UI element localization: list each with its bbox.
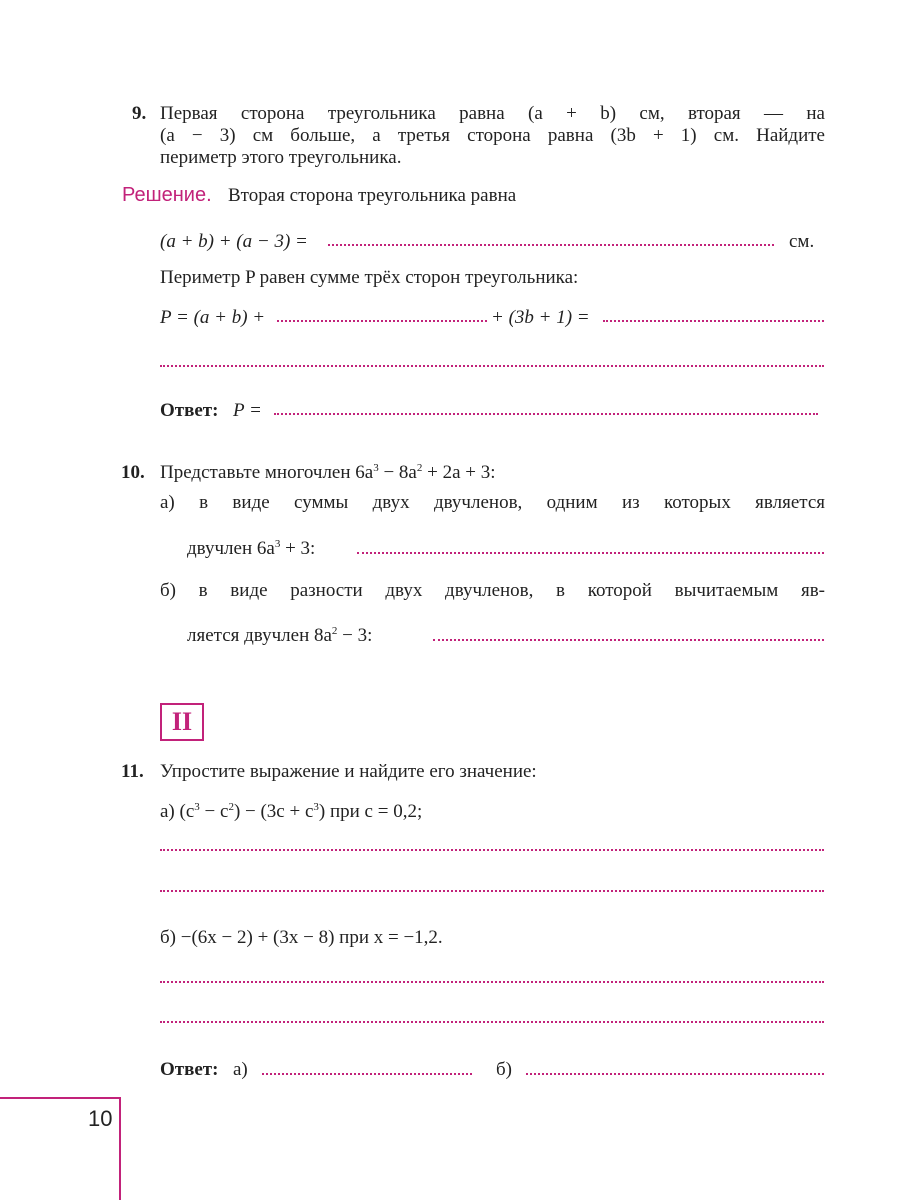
task-9-text-line-3: периметр этого треугольника. [160,147,402,168]
answer-11a-label: а) [233,1059,248,1080]
task-10b-binomial-start: ляется двучлен 8a [187,625,332,646]
task-10b-line-1: б) в виде разности двух двучленов, в которой вычитаемым яв- [160,580,825,601]
task-10b-binomial-end: − 3: [337,625,373,646]
task-10-intro-end: + 2a + 3: [422,462,496,483]
answer-label-9: Ответ: [160,400,219,421]
answer-blank-10b[interactable] [433,639,824,641]
expression-second-side: (a + b) + (a − 3) = [160,231,308,252]
task-11a-part: ) при c = 0,2; [318,801,423,822]
answer-blank-perimeter-term[interactable] [277,320,487,322]
task-11a-part: − c [199,801,229,822]
task-10-intro-mid: − 8a [378,462,417,483]
perimeter-expression-start: P = (a + b) + [160,307,266,328]
task-10-number: 10. [121,462,145,483]
exponent: 3 [274,538,281,550]
task-9-number: 9. [132,103,147,124]
perimeter-expression-mid: + (3b + 1) = [491,307,590,328]
answer-perimeter-expression: P = [233,400,262,421]
exponent: 2 [228,801,234,813]
answer-11b-label: б) [496,1059,512,1080]
exponent: 2 [331,625,338,637]
answer-blank-11a-line-2[interactable] [160,890,824,892]
answer-blank-11b-line-2[interactable] [160,1021,824,1023]
exponent: 3 [373,462,379,474]
answer-blank-11b-final[interactable] [526,1073,824,1075]
answer-blank-10a[interactable] [357,552,824,554]
section-marker: II [160,703,204,741]
task-10-intro-start: Представьте многочлен 6a [160,462,374,483]
answer-blank-11b-line-1[interactable] [160,981,824,983]
task-10a-binomial-end: + 3: [280,538,316,559]
task-11-number: 11. [121,761,144,782]
answer-blank-second-side[interactable] [328,244,774,246]
solution-label: Решение. [122,184,212,206]
task-10a-line-2 [187,538,315,560]
page-number-frame-side [119,1097,121,1200]
answer-blank-perimeter-line-2[interactable] [160,365,824,367]
exponent: 3 [194,801,200,813]
task-10a-binomial-start: двучлен 6a [187,538,275,559]
page-number: 10 [88,1106,113,1131]
unit-cm: см. [789,231,815,252]
perimeter-text: Периметр P равен сумме трёх сторон треугольника: [160,267,579,288]
solution-text: Вторая сторона треугольника равна [228,185,517,206]
answer-blank-11a-final[interactable] [262,1073,472,1075]
task-9-text-line-2: (a − 3) см больше, а третья сторона равна (3b + 1) см. Найдите [160,125,825,146]
answer-label-11: Ответ: [160,1059,219,1080]
task-11a-part: ) − (3c + c [233,801,314,822]
answer-blank-perimeter-final[interactable] [274,413,818,415]
answer-blank-perimeter-result[interactable] [603,320,824,322]
task-10a-line-1: а) в виде суммы двух двучленов, одним из которых является [160,492,825,513]
answer-blank-11a-line-1[interactable] [160,849,824,851]
task-11-intro: Упростите выражение и найдите его значение: [160,761,537,782]
task-9-text-line-1: Первая сторона треугольника равна (a + b) см, вторая — на [160,103,825,124]
task-11b-expression: б) −(6x − 2) + (3x − 8) при x = −1,2. [160,927,443,948]
task-11a-expression [160,801,422,823]
exponent: 2 [416,462,423,474]
page-number-frame-top [0,1097,120,1099]
exponent: 3 [313,801,319,813]
task-10b-line-2 [187,625,372,647]
task-10-intro [160,462,496,484]
task-11a-part: а) (c [160,801,195,822]
